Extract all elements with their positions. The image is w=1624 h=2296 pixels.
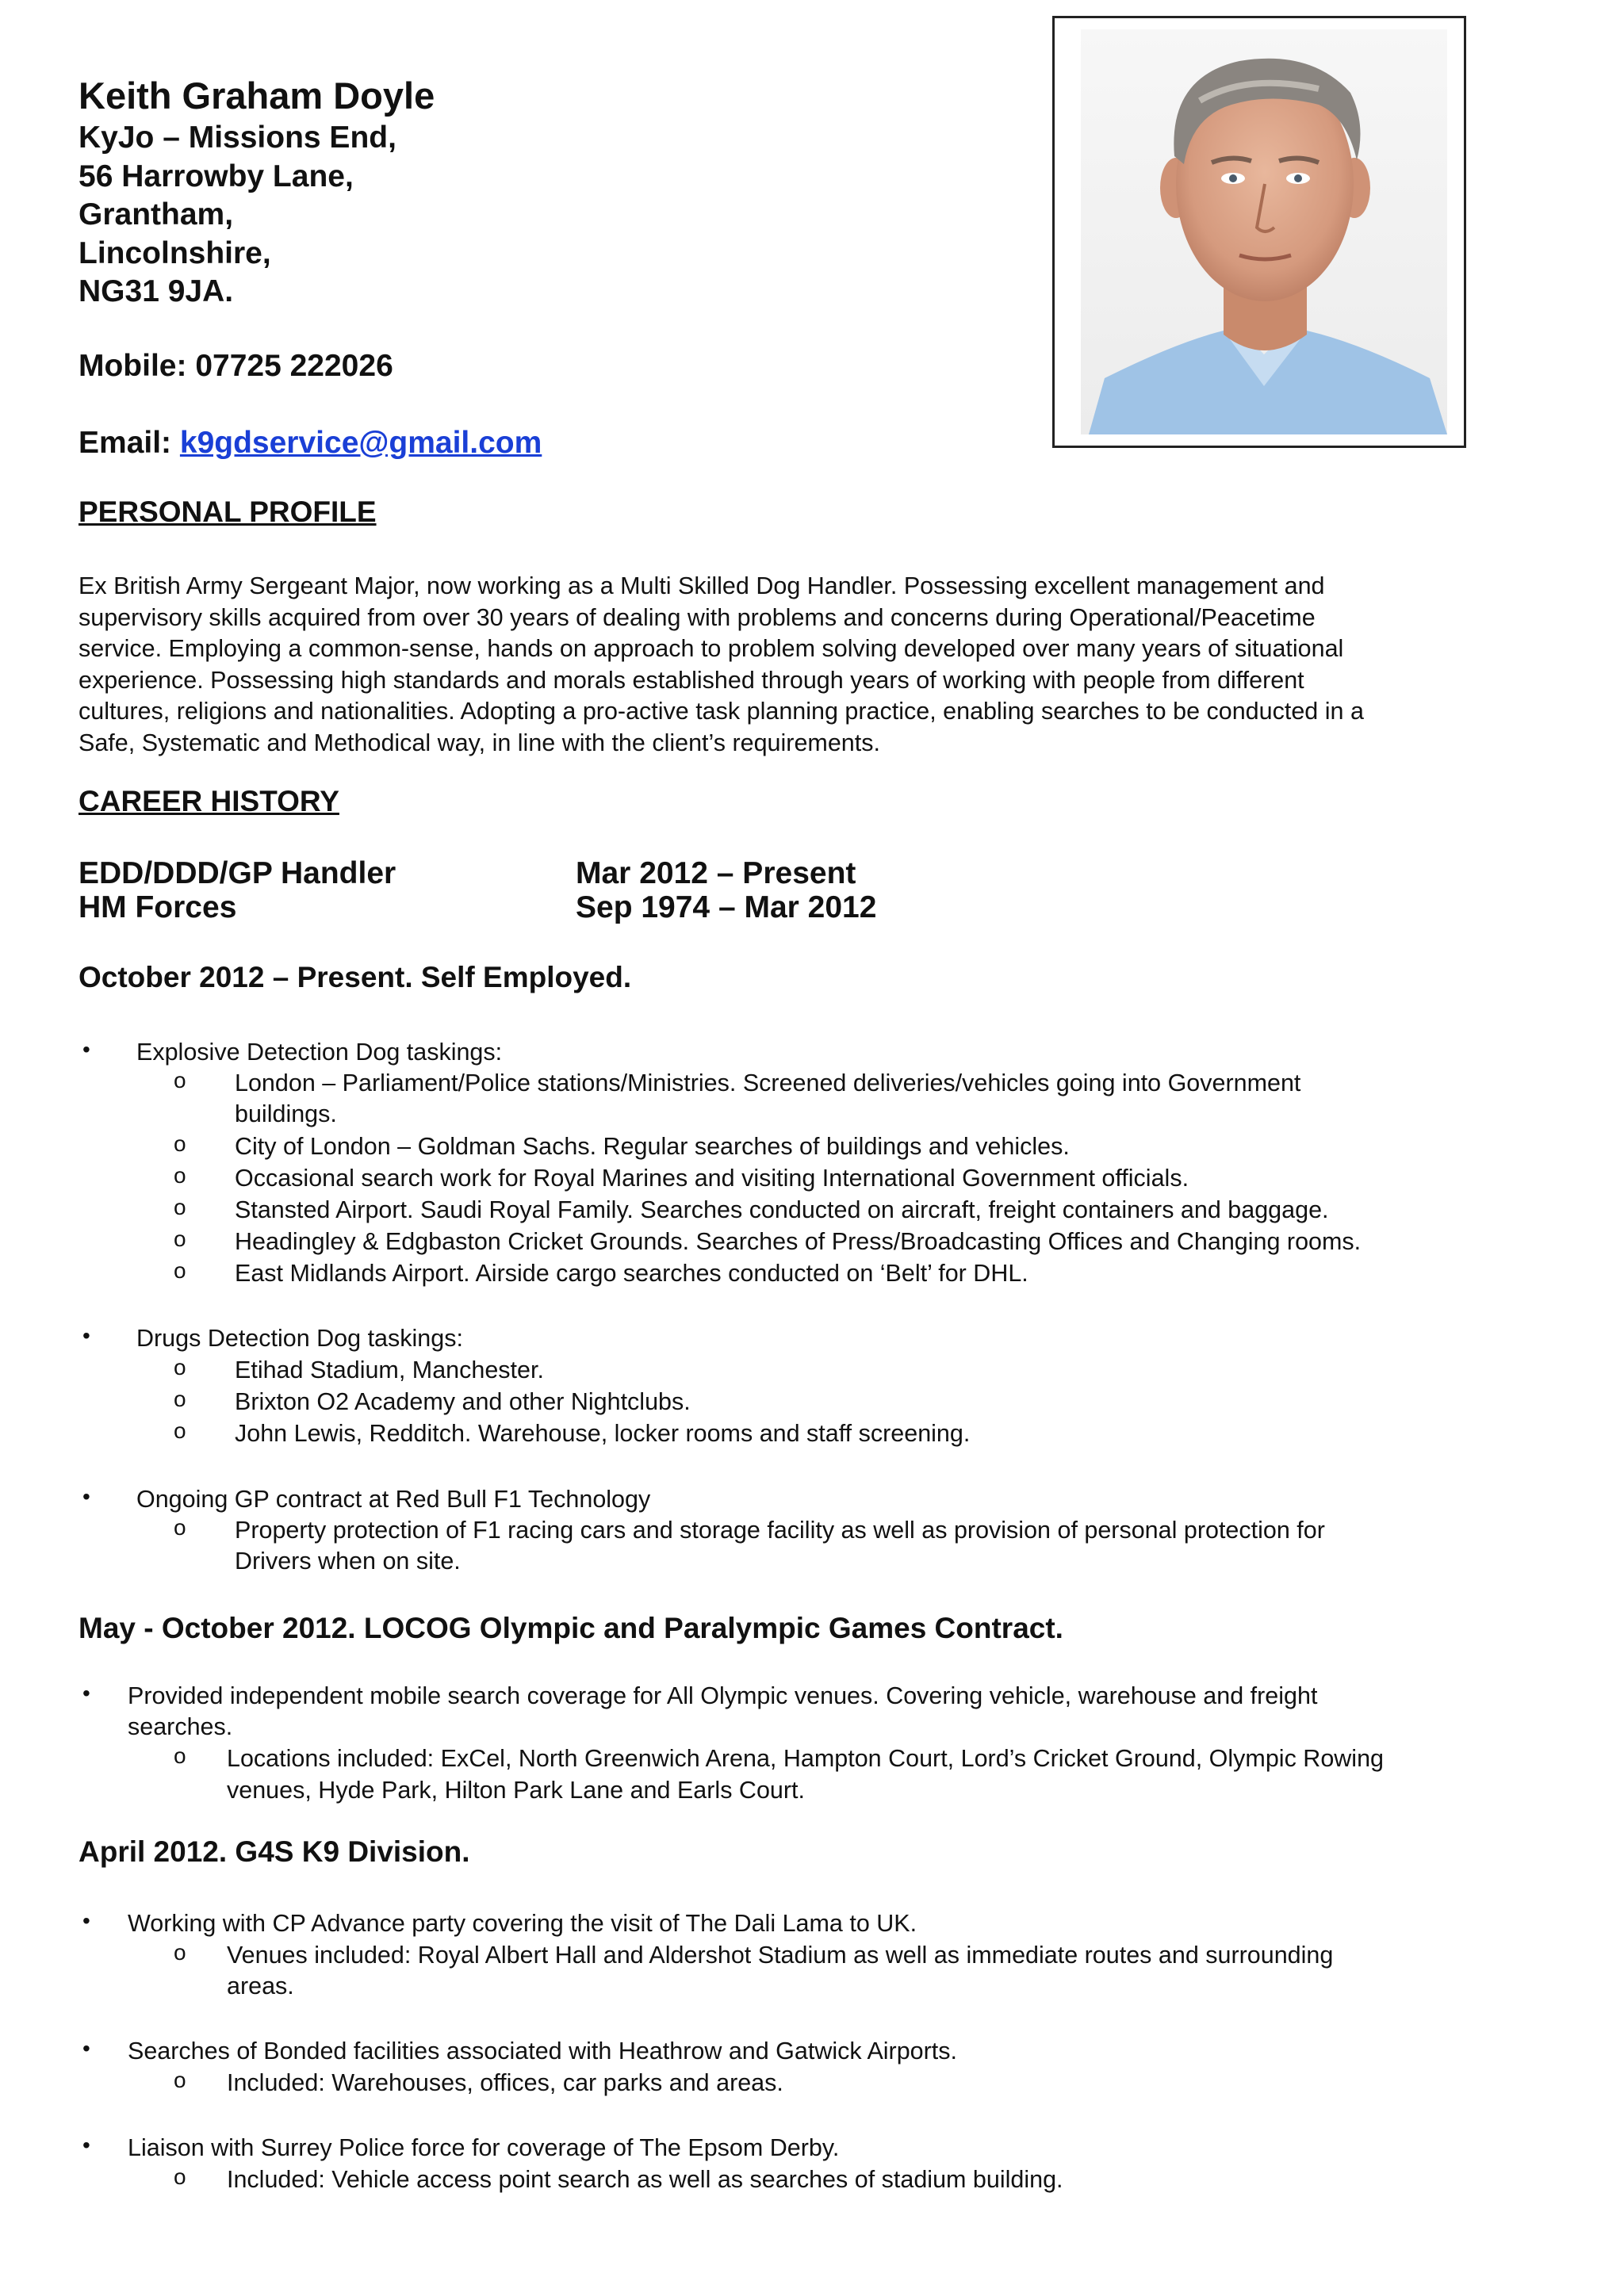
portrait-photo [1081,29,1447,434]
sub-bullet-item: Included: Warehouses, offices, car parks and areas. [227,2069,783,2096]
role-dates: Sep 1974 – Mar 2012 [576,890,877,924]
bullet-drugs-detection: Drugs Detection Dog taskings: [136,1325,463,1352]
role-row [79,890,877,925]
profile-line: cultures, religions and nationalities. Adopting a pro-active task planning practice, enabling searches to be conducted in a [79,698,1364,725]
sub-bullet-item: East Midlands Airport. Airside cargo searches conducted on ‘Belt’ for DHL. [235,1260,1028,1287]
bullet-glyph: • [82,1484,90,1509]
sub-bullet-item: London – Parliament/Police stations/Ministries. Screened deliveries/vehicles going into Government [235,1070,1301,1096]
mobile-label: Mobile: [79,349,187,383]
postal-address [79,119,396,312]
sub-bullet-glyph: o [174,1163,186,1188]
section-title-self-employed: October 2012 – Present. Self Employed. [79,961,632,993]
personal-profile-heading: PERSONAL PROFILE [79,496,377,528]
profile-line: Ex British Army Sergeant Major, now working as a Multi Skilled Dog Handler. Possessing excellent management and [79,572,1325,599]
bullet-glyph: • [82,2036,90,2061]
address-line: Grantham, [79,197,234,232]
sub-bullet-glyph: o [174,1743,186,1768]
sub-bullet-glyph: o [174,1387,186,1411]
bullet-glyph: • [82,2133,90,2157]
photo-frame [1052,16,1466,448]
section-title-g4s: April 2012. G4S K9 Division. [79,1835,470,1868]
section-title-locog: May - October 2012. LOCOG Olympic and Paralympic Games Contract. [79,1612,1063,1644]
sub-bullet-glyph: o [174,1418,186,1443]
sub-bullet-item: Locations included: ExCel, North Greenwich Arena, Hampton Court, Lord’s Cricket Ground, Olympic Rowing [227,1745,1385,1772]
sub-bullet-item: Drivers when on site. [235,1548,461,1575]
profile-line: experience. Possessing high standards and morals established through years of working with people from different [79,666,1304,694]
address-line: 56 Harrowby Lane, [79,159,354,193]
address-line: Lincolnshire, [79,235,271,270]
sub-bullet-item: buildings. [235,1100,337,1127]
address-line: KyJo – Missions End, [79,121,396,155]
sub-bullet-item: Included: Vehicle access point search as well as searches of stadium building. [227,2166,1063,2193]
sub-bullet-glyph: o [174,1940,186,1965]
role-row [79,856,856,891]
sub-bullet-glyph: o [174,1131,186,1156]
bullet-bonded-facilities: Searches of Bonded facilities associated with Heathrow and Gatwick Airports. [128,2038,957,2064]
bullet-epsom-derby: Liaison with Surrey Police force for coverage of The Epsom Derby. [128,2134,840,2161]
profile-line: Safe, Systematic and Methodical way, in line with the client’s requirements. [79,729,880,756]
bullet-dalai-lama-visit: Working with CP Advance party covering the visit of The Dali Lama to UK. [128,1910,917,1937]
sub-bullet-item: John Lewis, Redditch. Warehouse, locker rooms and staff screening. [235,1420,971,1447]
email-line [79,426,542,461]
bullet-glyph: • [82,1681,90,1705]
sub-bullet-glyph: o [174,1355,186,1380]
email-link[interactable]: k9gdservice@gmail.com [179,426,542,460]
sub-bullet-item: Property protection of F1 racing cars and storage facility as well as provision of personal protection for [235,1517,1325,1544]
mobile-number: 07725 222026 [195,349,393,383]
role-title: EDD/DDD/GP Handler [79,856,396,890]
sub-bullet-item: Brixton O2 Academy and other Nightclubs. [235,1388,691,1415]
bullet-glyph: • [82,1908,90,1933]
sub-bullet-item: Headingley & Edgbaston Cricket Grounds. Searches of Press/Broadcasting Offices and Changing rooms. [235,1228,1362,1255]
mobile-line [79,349,393,384]
sub-bullet-item: Stansted Airport. Saudi Royal Family. Searches conducted on aircraft, freight containers and baggage. [235,1196,1329,1223]
bullet-glyph: • [82,1037,90,1062]
bullet-glyph: • [82,1323,90,1348]
sub-bullet-glyph: o [174,1258,186,1283]
candidate-name: Keith Graham Doyle [79,75,435,117]
bullet-redbull-contract: Ongoing GP contract at Red Bull F1 Technology [136,1486,651,1513]
address-line: NG31 9JA. [79,274,234,308]
bullet-olympic-coverage: searches. [128,1713,233,1740]
sub-bullet-glyph: o [174,1068,186,1093]
sub-bullet-item: venues, Hyde Park, Hilton Park Lane and Earls Court. [227,1777,805,1804]
email-label: Email: [79,426,172,460]
sub-bullet-glyph: o [174,2068,186,2092]
sub-bullet-item: City of London – Goldman Sachs. Regular searches of buildings and vehicles. [235,1133,1070,1160]
sub-bullet-item: Etihad Stadium, Manchester. [235,1357,544,1383]
sub-bullet-item: Occasional search work for Royal Marines and visiting International Government officials. [235,1165,1189,1192]
profile-line: supervisory skills acquired from over 30 years of dealing with problems and concerns during Operational/Peacetime [79,603,1316,631]
sub-bullet-item: areas. [227,1973,294,1999]
career-history-heading: CAREER HISTORY [79,785,339,817]
sub-bullet-glyph: o [174,1226,186,1251]
sub-bullet-item: Venues included: Royal Albert Hall and Aldershot Stadium as well as immediate routes and surrounding [227,1942,1334,1969]
role-dates: Mar 2012 – Present [576,856,856,890]
profile-line: service. Employing a common-sense, hands on approach to problem solving developed over many years of situational [79,635,1344,662]
sub-bullet-glyph: o [174,1195,186,1219]
sub-bullet-glyph: o [174,1515,186,1540]
bullet-olympic-coverage: Provided independent mobile search coverage for All Olympic venues. Covering vehicle, warehouse and freight [128,1682,1318,1709]
personal-profile-text [79,571,1553,759]
role-title: HM Forces [79,890,237,924]
sub-bullet-glyph: o [174,2164,186,2189]
bullet-explosive-detection: Explosive Detection Dog taskings: [136,1039,503,1066]
